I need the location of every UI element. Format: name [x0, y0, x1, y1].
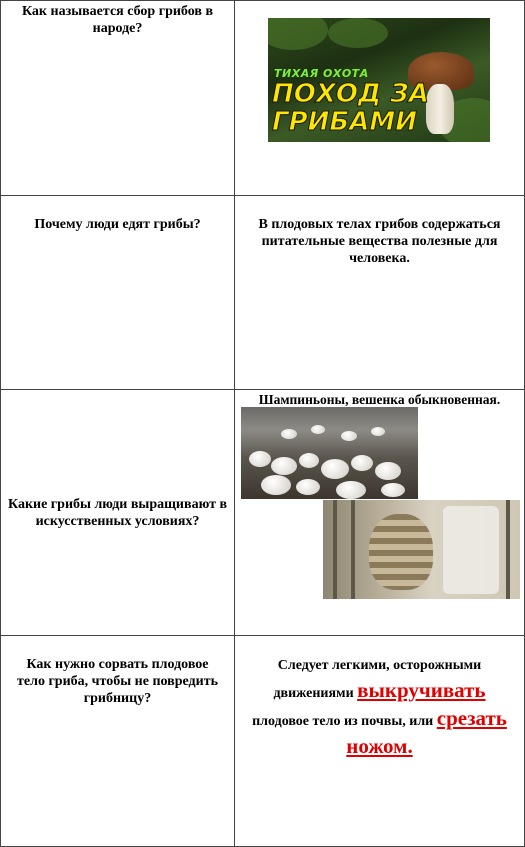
- banner-title-line1: ПОХОД ЗА: [272, 79, 429, 109]
- question-text: Какие грибы люди выращивают в искусственных условиях?: [7, 496, 228, 529]
- answer-text-part2: плодовое тело из почвы, или: [252, 714, 434, 729]
- table-row: [1, 636, 525, 847]
- answer-cell: [235, 636, 525, 847]
- answer-highlight-twist: выкручивать: [357, 678, 486, 702]
- question-cell: [1, 196, 235, 390]
- answer-text: В плодовых телах грибов содержаться питательные вещества полезные для человека.: [258, 217, 501, 266]
- table-row: [1, 390, 525, 636]
- answer-cell: [235, 1, 525, 196]
- question-cell: [1, 1, 235, 196]
- question-cell: [1, 390, 235, 636]
- answer-highlight-cut: срезать ножом.: [346, 706, 507, 758]
- banner-title-line2: ГРИБАМИ: [272, 107, 417, 137]
- mushroom-hunt-banner: [268, 18, 490, 142]
- question-cell: [1, 636, 235, 847]
- question-text: Почему люди едят грибы?: [34, 217, 201, 232]
- answer-cell: [235, 196, 525, 390]
- champignon-farm-photo: [241, 407, 418, 499]
- answer-block: [235, 636, 524, 762]
- table-row: [1, 1, 525, 196]
- answer-cell: [235, 390, 525, 636]
- mushroom-stem-image: [426, 84, 454, 134]
- banner-subtitle: ТИХАЯ ОХОТА: [274, 67, 369, 80]
- table-row: [1, 196, 525, 390]
- answer-text-part1: Следует легкими, осторожными движениями: [273, 658, 482, 701]
- question-text: Как нужно сорвать плодовое тело гриба, чтобы не повредить грибницу?: [17, 657, 218, 706]
- question-text: Как называется сбор грибов в народе?: [21, 4, 214, 36]
- oyster-mushroom-farm-photo: [323, 500, 520, 599]
- answer-text: Шампиньоны, вешенка обыкновенная.: [258, 392, 501, 407]
